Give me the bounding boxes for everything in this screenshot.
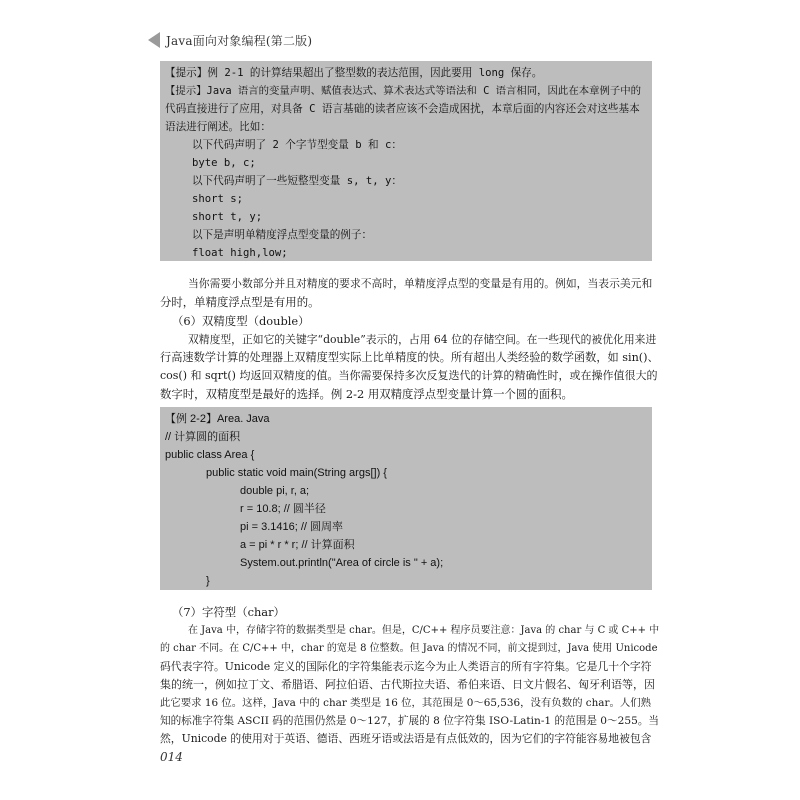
tip-line: 代码直接进行了应用，对具备 C 语言基础的读者应该不会造成困扰，本章后面的内容还会对这些基本 — [165, 103, 640, 115]
code-line: double pi, r, a; — [240, 485, 310, 497]
code-line: } — [206, 575, 210, 587]
tip-line: 【提示】Java 语言的变量声明、赋值表达式、算术表达式等语法和 C 语言相同，因此在本章例子中的 — [165, 85, 642, 97]
paragraph-line: 在 Java 中，存储字符的数据类型是 char。但是，C/C++ 程序员要注意：Java 的 char 与 C 或 C++ 中 — [188, 625, 660, 636]
tip-code-line: float high,low; — [192, 247, 288, 259]
paragraph-line: 当你需要小数部分并且对精度的要求不高时，单精度浮点型的变量是有用的。例如，当表示美元和 — [188, 277, 653, 290]
paragraph-line: 分时，单精度浮点型是有用的。 — [160, 295, 320, 309]
paragraph-line: 双精度型，正如它的关键字“double”表示的，占用 64 位的存储空间。在一些现代的被优化用来进 — [188, 333, 657, 346]
paragraph-line: 此它要求 16 位。这样，Java 中的 char 类型是 16 位，其范围是 0～65,536，没有负数的 char。人们熟 — [160, 697, 652, 709]
tip-line: 语法进行阐述。比如： — [165, 121, 271, 133]
tip-code-line: byte b, c; — [192, 157, 256, 169]
paragraph-line: 的 char 不同。在 C/C++ 中，char 的宽是 8 位整数。但 Java 的情况不同，前文提到过，Java 使用 Unicode — [160, 643, 658, 654]
paragraph-line: cos() 和 sqrt() 均返回双精度的值。当你需要保持多次反复迭代的计算的精确性时，或在操作值很大的 — [160, 369, 658, 382]
code-line: a = pi * r * r; // 计算面积 — [240, 539, 355, 551]
code-line: System.out.println("Area of circle is " + a); — [240, 557, 444, 569]
paragraph-line: 集的统一，例如拉丁文、希腊语、阿拉伯语、古代斯拉夫语、希伯来语、日文片假名、匈牙利语等，因 — [160, 678, 655, 691]
tip-box — [160, 61, 652, 261]
code-line: public class Area { — [165, 449, 255, 461]
tip-line: 以下代码声明了 2 个字节型变量 b 和 c： — [192, 139, 402, 151]
running-header — [148, 31, 788, 51]
paragraph-line: 知的标准字符集 ASCII 码的范围仍然是 0～127，扩展的 8 位字符集 ISO-Latin-1 的范围是 0～255。当 — [160, 715, 660, 727]
header-triangle-icon — [148, 32, 160, 48]
page-number: 014 — [160, 750, 183, 764]
section-heading-double: （6）双精度型（double） — [172, 314, 310, 328]
tip-line: 【提示】例 2-1 的计算结果超出了整型数的表达范围，因此要用 long 保存。 — [165, 67, 543, 79]
code-line: pi = 3.1416; // 圆周率 — [240, 521, 344, 533]
section-heading-char: （7）字符型（char） — [172, 605, 285, 619]
paragraph-line: 然，Unicode 的使用对于英语、德语、西班牙语或法语是有点低效的，因为它们的字符能容易地被包含 — [160, 732, 652, 745]
paragraph-line: 数字时，双精度型是最好的选择。例 2-2 用双精度浮点型变量计算一个圆的面积。 — [160, 387, 573, 401]
code-example-box — [160, 407, 652, 590]
tip-code-line: short t, y; — [192, 211, 263, 223]
tip-line: 以下代码声明了一些短整型变量 s, t, y： — [192, 175, 402, 187]
tip-line: 以下是声明单精度浮点型变量的例子： — [192, 229, 373, 241]
tip-code-line: short s; — [192, 193, 244, 205]
code-line: // 计算圆的面积 — [165, 431, 241, 443]
code-example-title: 【例 2-2】Area. Java — [165, 413, 270, 425]
book-title: Java面向对象编程(第二版) — [166, 34, 313, 48]
code-line: public static void main(String args[]) { — [206, 467, 387, 479]
code-line: r = 10.8; // 圆半径 — [240, 503, 326, 515]
paragraph-line: 码代表字符。Unicode 定义的国际化的字符集能表示迄今为止人类语言的所有字符集。它是几十个字符 — [160, 660, 652, 673]
paragraph-line: 行高速数学计算的处理器上双精度型实际上比单精度的快。所有超出人类经验的数学函数，如 sin()、 — [160, 351, 659, 364]
